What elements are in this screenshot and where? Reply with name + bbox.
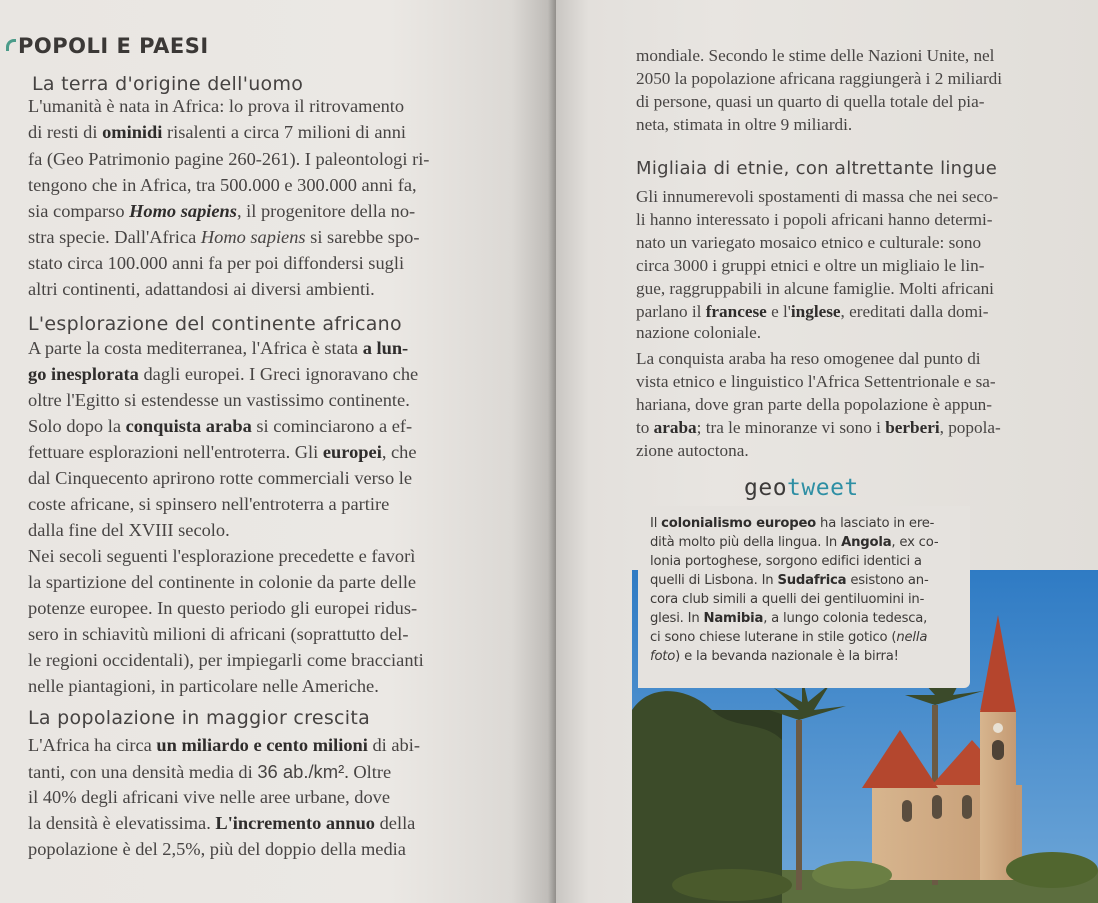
text-line: parlano il francese e l'inglese, ereditati dalla domi-	[636, 302, 989, 321]
text-line: gue, raggruppabili in alcune famiglie. Molti africani	[636, 279, 994, 298]
text-line: le regioni occidentali), per impiegarli come braccianti	[28, 650, 424, 670]
text-line: to araba; tra le minoranze vi sono i berberi, popola-	[636, 418, 1001, 437]
tweet-line: ci sono chiese luterane in stile gotico (nella	[650, 630, 928, 645]
text-line: li hanno interessato i popoli africani hanno determi-	[636, 210, 993, 229]
text-line: fettuare esplorazioni nell'entroterra. Gli europei, che	[28, 442, 417, 462]
text-line: stato circa 100.000 anni fa per poi diffondersi sugli	[28, 253, 405, 273]
text-line: la spartizione del continente in colonie da parte delle	[28, 572, 417, 592]
text-line: di persone, quasi un quarto di quella totale del pia-	[636, 92, 985, 111]
text-line: Nei secoli seguenti l'esplorazione precedette e favorì	[28, 546, 416, 566]
text-line: L'Africa ha circa un miliardo e cento milioni di abi-	[28, 735, 420, 755]
text-line: dal Cinquecento aprirono rotte commerciali verso le	[28, 468, 413, 488]
section-label: POPOLI E PAESI	[6, 34, 209, 58]
text-line: altri continenti, adattandosi ai diversi ambienti.	[28, 279, 375, 299]
text-line: la densità è elevatissima. L'incremento annuo della	[28, 813, 416, 833]
text-line: vista etnico e linguistico l'Africa Settentrionale e sa-	[636, 372, 996, 391]
text-line: zione autoctona.	[636, 441, 749, 460]
heading-origin: La terra d'origine dell'uomo	[32, 73, 304, 95]
heading-population: La popolazione in maggior crescita	[28, 707, 371, 729]
text-line: tanti, con una densità media di 36 ab./km². Oltre	[28, 761, 392, 782]
text-line: go inesplorata dagli europei. I Greci ignoravano che	[28, 364, 419, 384]
tweet-line: quelli di Lisbona. In Sudafrica esistono an-	[650, 573, 929, 588]
heading-exploration: L'esplorazione del continente africano	[28, 313, 402, 335]
tweet-line: cora club simili a quelli dei gentiluomini in-	[650, 592, 925, 607]
text-line: oltre l'Egitto si estendesse un vastissimo continente.	[28, 390, 410, 410]
tweet-line: dità molto più della lingua. In Angola, ex co-	[650, 535, 939, 550]
tweet-line: lonia portoghese, sorgono edifici identici a	[650, 554, 922, 569]
text-line: Gli innumerevoli spostamenti di massa che nei seco-	[636, 187, 999, 206]
text-line: La conquista araba ha reso omogenee dal punto di	[636, 349, 981, 368]
text-line: neta, stimata in oltre 9 miliardi.	[636, 115, 853, 134]
geotweet-box	[638, 506, 970, 688]
right-page	[556, 0, 1098, 903]
text-line: sero in schiavitù milioni di africani (soprattutto del-	[28, 624, 409, 644]
text-line: Solo dopo la conquista araba si cominciarono a ef-	[28, 416, 413, 436]
text-line: fa (Geo Patrimonio pagine 260-261). I paleontologi ri-	[28, 149, 430, 169]
text-line: hariana, dove gran parte della popolazione è appun-	[636, 395, 993, 414]
text-line: stra specie. Dall'Africa Homo sapiens si sarebbe spo-	[28, 227, 420, 247]
text-line: il 40% degli africani vive nelle aree urbane, dove	[28, 787, 391, 807]
tweet-line: foto) e la bevanda nazionale è la birra!	[650, 649, 899, 664]
text-line: nazione coloniale.	[636, 323, 762, 342]
text-line: circa 3000 i gruppi etnici e oltre un migliaio le lin-	[636, 256, 985, 275]
text-line: popolazione è del 2,5%, più del doppio della media	[28, 839, 406, 859]
text-line: coste africane, si spinsero nell'entroterra a partire	[28, 494, 390, 514]
text-line: mondiale. Secondo le stime delle Nazioni Unite, nel	[636, 46, 995, 65]
text-line: tengono che in Africa, tra 500.000 e 300.000 anni fa,	[28, 175, 417, 195]
text-line: A parte la costa mediterranea, l'Africa è stata a lun-	[28, 338, 409, 358]
tweet-line: Il colonialismo europeo ha lasciato in ere-	[650, 516, 935, 531]
text-line: L'umanità è nata in Africa: lo prova il ritrovamento	[28, 96, 405, 116]
text-line: di resti di ominidi risalenti a circa 7 milioni di anni	[28, 122, 406, 142]
text-line: nelle piantagioni, in particolare nelle Americhe.	[28, 676, 379, 696]
text-line: sia comparso Homo sapiens, il progenitore della no-	[28, 201, 416, 221]
text-line: dalla fine del XVIII secolo.	[28, 520, 230, 540]
hook-icon	[6, 39, 16, 51]
tweet-line: glesi. In Namibia, a lungo colonia tedesca,	[650, 611, 928, 626]
heading-ethnic-groups: Migliaia di etnie, con altrettante lingue	[636, 158, 998, 179]
geotweet-logo: geotweet	[744, 475, 859, 501]
text-line: potenze europee. In questo periodo gli europei ridus-	[28, 598, 418, 618]
text-line: nato un variegato mosaico etnico e culturale: sono	[636, 233, 982, 252]
text-line: 2050 la popolazione africana raggiungerà i 2 miliardi	[636, 69, 1003, 88]
